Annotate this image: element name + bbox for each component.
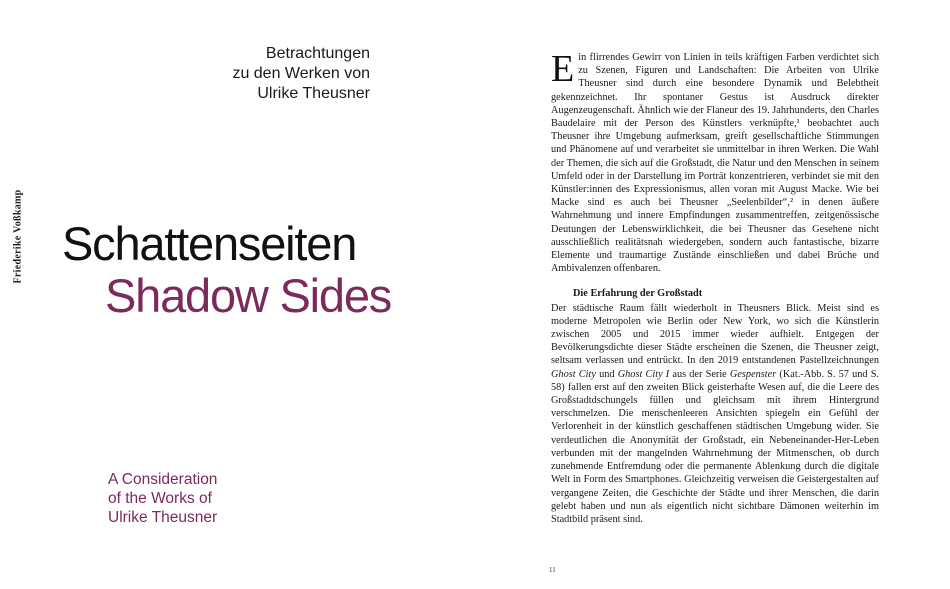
intro-text: in flirrendes Gewirr von Linien in teils kräftigen Farben verdichtet sich zu Szenen, Figuren und Landschaften: Die Arbeiten von Ulrike Theusner sind durch eine besondere Dynamik und Belebtheit gekennzeichnet. Ihr spontaner Gestus ist Ausdruck direkter Augenzeugenschaft. Ähnlich wie der Flaneur des 19. Jahrhunderts, den Charles Baudelaire mit der Person des Künstlers verknüpfte,¹ beobachtet auch Theusner ihre Umgebung aufmerksam, greift gesellschaftliche Stimmungen und Phänomene auf und verarbeitet sie unmittelbar in ihren Werken. Die Wahl der Themen, die sich auf die Großstadt, die Natur und den Menschen in seinem Umfeld oder in der Darstellung im Porträt konzentrieren, verbindet sie mit den Künstler:innen des Expressionismus, allen voran mit August Macke. Wie bei Macke sind es auch bei Theusner „Seelenbilder“,² in denen äußere Wahrnehmung und innere Empfindungen zusammentreffen, zeitgenössische Deutungen der Lebenswirklichkeit, die bei Theusner das Gesehene nicht ausschließlich realitätsnah wiedergeben, sondern auch fantastische, bizarre Elemente und traumartige Zustände einschließen und dabei Brüche und Ambivalenzen offenbaren. — [551, 52, 879, 275]
author-name: Friederike Voßkamp — [12, 189, 24, 284]
title-german: Schattenseiten — [62, 217, 357, 270]
subtitle-german-line: Betrachtungen — [265, 45, 370, 62]
work-title: Ghost City — [551, 368, 596, 380]
section-paragraph — [551, 302, 879, 526]
subtitle-english-line: of the Works of — [108, 490, 212, 507]
subtitle-german-line: zu den Werken von — [232, 65, 370, 82]
intro-paragraph — [551, 48, 879, 275]
page-number: 11 — [549, 566, 556, 574]
subtitle-english-line: A Consideration — [108, 471, 218, 488]
section-text: (Kat.-Abb. S. 57 und S. 58) fallen erst auf den zweiten Blick geisterhafte Wesen auf, die die Leere des Großstadtdschungels füllen und gleichsam mit ihrem Hintergrund verschmelzen. Die menschenleeren Ansichten spiegeln ein Gefühl der Verlorenheit in der künstlich geschaffenen städtischen Umgebung wider. Sie verdeutlichen die Anonymität der Großstadt, ein Nebeneinander-Her-Leben verbunden mit der mangelnden Wahrnehmung der Mitmenschen, ob durch zunehmende Entfremdung oder die permanente Ablenkung durch die digitale Welt in Form des Smartphones. Gleichzeitig verweisen die Geistergestalten auf vergangene Zeiten, die Geschichte der Städte und ihrer Menschen, die darin gelebt haben und nun als eigentlich nicht sichtbare Dämonen weiterhin im Stadtbild präsent sind. — [551, 368, 880, 525]
section-text: und — [595, 368, 618, 380]
body-text-column — [551, 48, 880, 526]
subtitle-german — [230, 44, 370, 104]
series-title: Gespenster — [729, 368, 777, 380]
subtitle-english-line: Ulrike Theusner — [108, 509, 218, 526]
section-text: Der städtische Raum fällt wiederholt in Theusners Blick. Meist sind es moderne Metropolen wie Berlin oder New York, wo sich die Künstlerin zwischen 2005 und 2015 immer wieder aufhielt. Entgegen der Bevölkerungsdichte dieser Städte erscheinen die Szenen, die Theusner zeigt, seltsam verlassen und entrückt. In den 2019 entstandenen Pastellzeichnungen — [551, 302, 879, 367]
drop-cap: E — [551, 48, 575, 90]
section-heading: Die Erfahrung der Großstadt — [573, 288, 703, 300]
subtitle-english — [108, 470, 258, 527]
subtitle-german-line: Ulrike Theusner — [257, 85, 370, 102]
section-text: aus der Serie — [669, 368, 730, 380]
title-english: Shadow Sides — [105, 269, 392, 322]
work-title: Ghost City I — [617, 368, 670, 380]
